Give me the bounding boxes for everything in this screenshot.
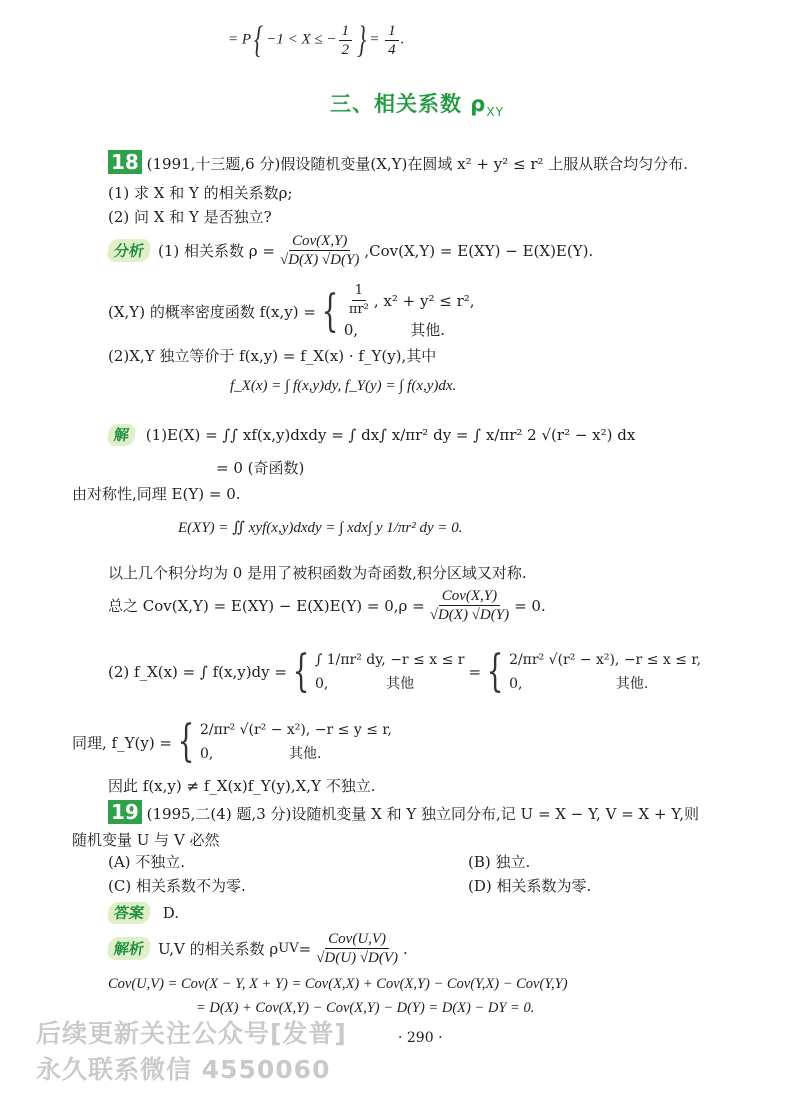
rho-numerator: Cov(X,Y) xyxy=(289,232,350,251)
q19-cov-expand: Cov(U,V) = Cov(X − Y, X + Y) = Cov(X,X) + Cov(X,Y) − Cov(Y,X) − Cov(Y,Y) xyxy=(108,976,568,992)
fx-case2: 0, 其他 xyxy=(314,676,415,692)
uv-rho-sub: UV xyxy=(278,941,299,956)
section-title: 三、相关系数 $\rho_{XY}$ xyxy=(330,92,504,120)
q18-exy: E(XY) = ∬ xyf(x,y)dxdy = ∫ xdx∫ y 1/πr² dy = 0. xyxy=(178,520,463,536)
analysis-tag: 分析 xyxy=(106,239,151,262)
q19-number-badge: 19 xyxy=(108,800,142,824)
q19-explain-line1 xyxy=(108,930,408,967)
uv-denominator: √D(U) √D(V) xyxy=(316,950,399,966)
fy-prefix: 同理, f_Y(y) = xyxy=(72,733,173,752)
fx-simplified-case1: 2/πr² √(r² − x²), −r ≤ x ≤ r, xyxy=(509,652,702,668)
rho2-denominator: √D(X) √D(Y) xyxy=(429,607,510,623)
uv-rho-prefix: U,V 的相关系数 ρ xyxy=(158,940,279,958)
page-number: · 290 · xyxy=(398,1030,443,1046)
analysis-rho-prefix: (1) 相关系数 ρ = xyxy=(158,242,275,260)
q19-stem: (1995,二(4) 题,3 分)设随机变量 X 和 Y 独立同分布,记 U = X − Y, V = X + Y,则 xyxy=(146,805,700,823)
q19-stem-cont: 随机变量 U 与 V 必然 xyxy=(72,831,220,849)
cov-conclusion-prefix: 总之 Cov(X,Y) = E(XY) − E(X)E(Y) = 0,ρ = xyxy=(108,597,425,615)
q19-option-c: (C) 相关系数不为零. xyxy=(108,877,246,895)
density-case2-cond: 其他. xyxy=(410,321,445,339)
uv-rho-suffix: . xyxy=(403,939,408,958)
q18-solution-line1 xyxy=(108,424,635,446)
q19-cov-result: = D(X) + Cov(X,Y) − Cov(X,Y) − D(Y) = D(X) − DY = 0. xyxy=(196,1000,535,1016)
q19-option-b: (B) 独立. xyxy=(468,853,531,871)
q18-part1: (1) 求 X 和 Y 的相关系数ρ; xyxy=(108,184,293,202)
top-formula: = P{ −1 < X ≤ − $\frac{1}{2}$ } = $\frac{1}{4}$ . xyxy=(228,19,405,61)
density-case2-val: 0, xyxy=(343,321,359,339)
q19-stem-line xyxy=(108,800,699,824)
uv-rho-eq: = xyxy=(298,939,312,958)
q18-independence-line: (2)X,Y 独立等价于 f(x,y) = f_X(x) · f_Y(y),其中 xyxy=(108,347,437,365)
q18-final: 因此 f(x,y) ≠ f_X(x)f_Y(y),X,Y 不独立. xyxy=(108,777,376,795)
density-case1-cond: , x² + y² ≤ r², xyxy=(373,291,475,310)
solution-tag: 解 xyxy=(106,424,136,446)
q19-answer-line xyxy=(108,902,179,924)
fx-prefix: (2) f_X(x) = ∫ f(x,y)dy = xyxy=(108,663,287,681)
q18-analysis-line1 xyxy=(108,232,593,269)
cov-definition: ,Cov(X,Y) = E(XY) − E(X)E(Y). xyxy=(364,241,594,260)
explain-tag: 解析 xyxy=(106,937,151,960)
fy-case1: 2/πr² √(r² − x²), −r ≤ y ≤ r, xyxy=(200,722,392,738)
q18-odd-note: 以上几个积分均为 0 是用了被积函数为奇函数,积分区域又对称. xyxy=(108,564,527,582)
q18-marginals: f_X(x) = ∫ f(x,y)dy, f_Y(y) = ∫ f(x,y)dx. xyxy=(230,378,457,394)
answer-tag: 答案 xyxy=(106,902,151,924)
density-case1-den: πr² xyxy=(348,302,369,317)
q18-stem: (1991,十三题,6 分)假设随机变量(X,Y)在圆域 x² + y² ≤ r² 上服从联合均匀分布. xyxy=(146,155,689,173)
q18-part2: (2) 问 X 和 Y 是否独立? xyxy=(108,208,272,226)
q18-symmetry: 由对称性,同理 E(Y) = 0. xyxy=(72,485,241,503)
rho2-numerator: Cov(X,Y) xyxy=(439,587,500,606)
q18-cov-conclusion xyxy=(108,587,546,624)
watermark-line1: 后续更新关注公众号[发普] xyxy=(36,1019,347,1048)
q18-fy-piecewise: 同理, f_Y(y) = { 2/πr² √(r² − x²), −r ≤ y ≤ r, 0, 其他. xyxy=(72,716,392,767)
q18-fx-piecewise: (2) f_X(x) = ∫ f(x,y)dy = { ∫ 1/πr² dy, −r ≤ x ≤ r 0, 其他 = { 2/πr² √(r² − x²), −r ≤ x ≤ r, 0, 其他. xyxy=(108,646,702,697)
q19-option-d: (D) 相关系数为零. xyxy=(468,877,592,895)
fx-simplified-case2: 0, 其他. xyxy=(509,676,649,692)
watermark-line2: 永久联系微信 4550060 xyxy=(36,1055,331,1084)
rho-denominator: √D(X) √D(Y) xyxy=(279,252,360,268)
fx-equals: = xyxy=(468,663,482,681)
fy-case2: 0, 其他. xyxy=(200,746,322,762)
q18-stem-line xyxy=(108,150,688,174)
q18-number-badge: 18 xyxy=(108,150,142,174)
q18-solution-line1b: = 0 (奇函数) xyxy=(216,459,305,477)
q18-density: (X,Y) 的概率密度函数 f(x,y) = { $\frac{1}{\text{πr²}}$ , x² + y² ≤ r², 0, 其他. xyxy=(108,283,475,339)
cov-conclusion-suffix: = 0. xyxy=(514,596,546,615)
uv-numerator: Cov(U,V) xyxy=(325,930,389,949)
density-prefix: (X,Y) 的概率密度函数 f(x,y) = xyxy=(108,303,316,321)
q19-answer: D. xyxy=(162,904,180,922)
q19-option-a: (A) 不独立. xyxy=(108,853,186,871)
fx-case1: ∫ 1/πr² dy, −r ≤ x ≤ r xyxy=(314,652,465,668)
expectation-x: (1)E(X) = ∫∫ xf(x,y)dxdy = ∫ dx∫ x/πr² dy = ∫ x/πr² 2 √(r² − x²) dx xyxy=(145,426,636,444)
density-case1-num: 1 xyxy=(352,282,366,301)
